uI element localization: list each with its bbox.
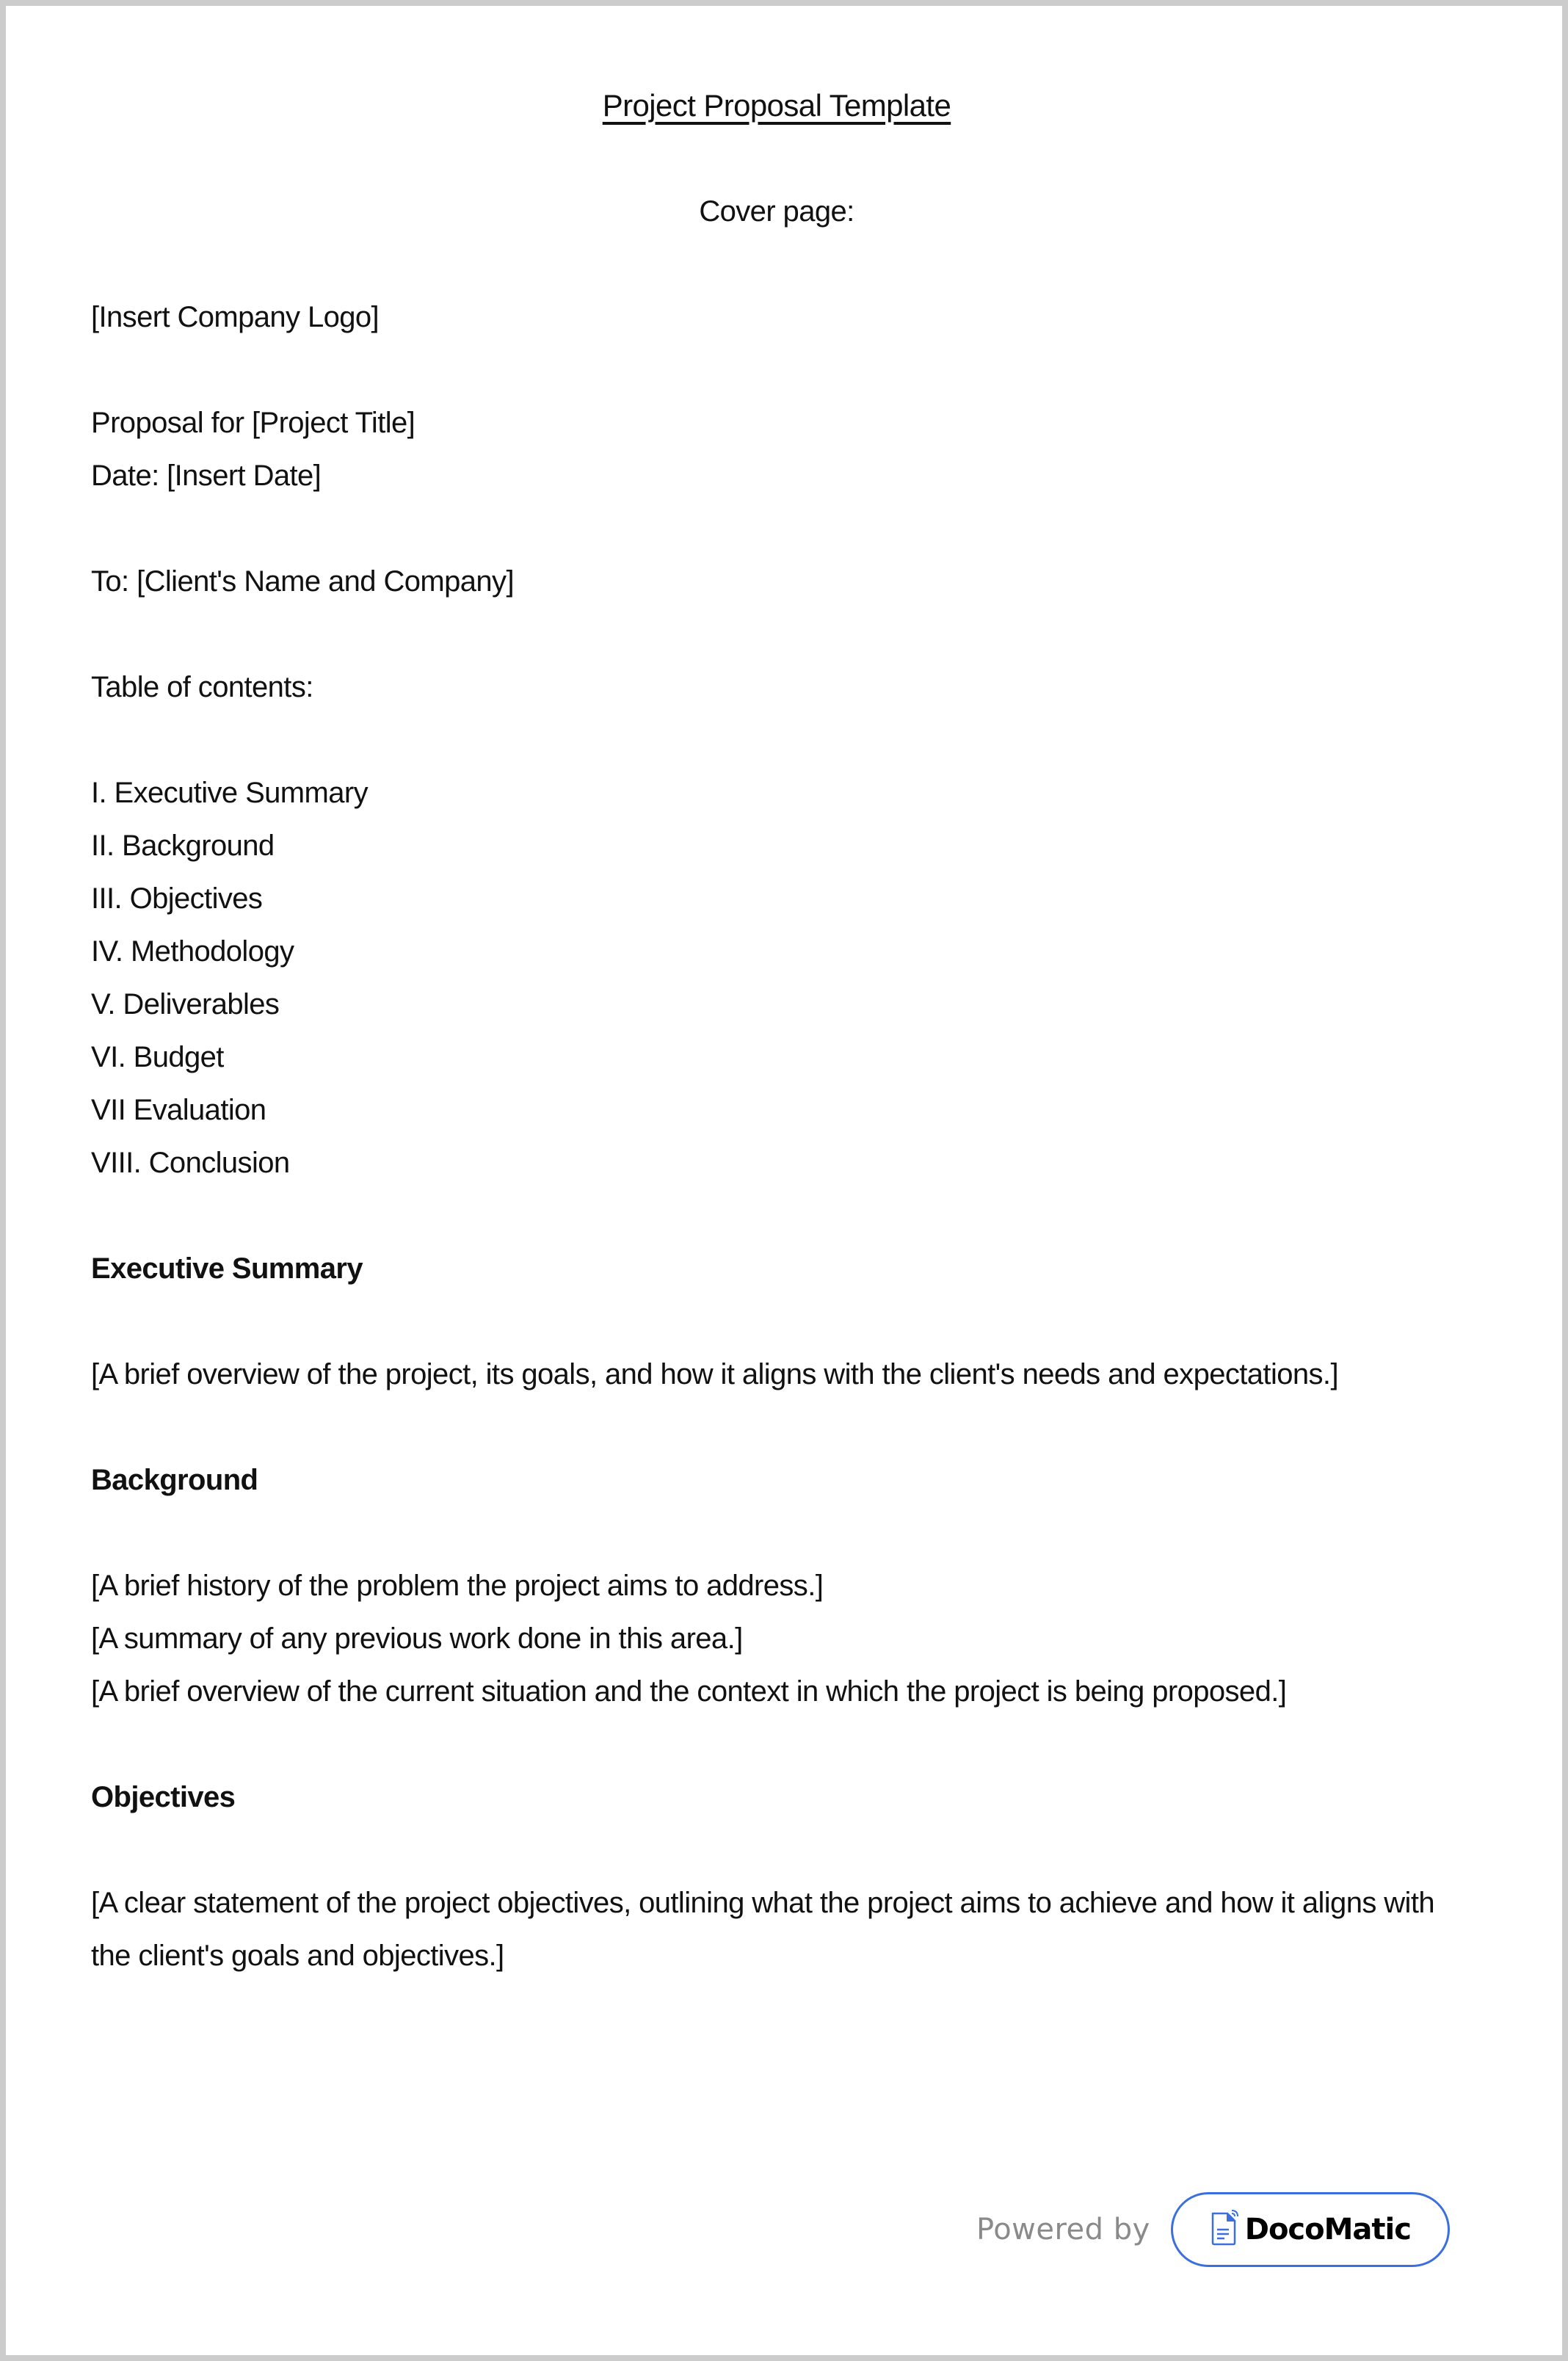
powered-by-footer — [976, 2186, 1450, 2273]
section-objectives — [91, 1771, 1500, 1982]
spacer — [91, 608, 1500, 661]
section-heading: Executive Summary — [91, 1252, 363, 1285]
toc-item: III. Objectives — [91, 882, 263, 915]
toc-item: VIII. Conclusion — [91, 1147, 290, 1179]
spacer — [91, 344, 1500, 396]
section-background — [91, 1454, 1500, 1718]
spacer — [91, 502, 1500, 555]
spacer — [91, 1506, 1500, 1559]
recipient: To: [Client's Name and Company] — [91, 565, 514, 598]
section-paragraph: [A brief history of the problem the project aims to address.] — [91, 1570, 824, 1602]
spacer — [91, 1295, 1500, 1348]
spacer — [91, 238, 1500, 291]
document-page — [6, 6, 1562, 2355]
proposal-for: Proposal for [Project Title] — [91, 407, 415, 439]
document-body — [91, 79, 1500, 1982]
toc-item: I. Executive Summary — [91, 777, 369, 809]
spacer — [91, 1718, 1500, 1771]
spacer — [91, 132, 1500, 185]
spacer — [91, 1401, 1500, 1454]
proposal-date: Date: [Insert Date] — [91, 460, 322, 492]
section-paragraph: [A brief overview of the current situation and the context in which the project is being proposed.] — [91, 1675, 1287, 1708]
toc-item: IV. Methodology — [91, 935, 294, 968]
toc-item: VI. Budget — [91, 1041, 224, 1073]
table-of-contents — [91, 766, 1500, 1189]
toc-item: II. Background — [91, 830, 275, 862]
document-title: Project Proposal Template — [602, 88, 951, 123]
toc-item: VII Evaluation — [91, 1094, 266, 1126]
docomatic-badge[interactable] — [1171, 2192, 1450, 2267]
spacer — [91, 1824, 1500, 1876]
powered-by-label: Powered by — [976, 2213, 1150, 2246]
section-paragraph: [A clear statement of the project objectives, outlining what the project aims to achieve and how it aligns with the client's goals and objectives.] — [91, 1887, 1442, 1972]
section-paragraph: [A brief overview of the project, its goals, and how it aligns with the client's needs and expectations.] — [91, 1358, 1338, 1390]
section-heading: Background — [91, 1464, 258, 1496]
section-paragraph: [A summary of any previous work done in this area.] — [91, 1622, 743, 1655]
spacer — [91, 1189, 1500, 1242]
toc-item: V. Deliverables — [91, 988, 280, 1020]
brand-name: DocoMatic — [1244, 2213, 1411, 2246]
toc-label: Table of contents: — [91, 671, 313, 703]
section-executive-summary — [91, 1242, 1500, 1401]
document-signal-icon — [1210, 2209, 1245, 2250]
cover-page-label: Cover page: — [699, 195, 854, 228]
spacer — [91, 714, 1500, 766]
section-heading: Objectives — [91, 1781, 236, 1813]
logo-placeholder: [Insert Company Logo] — [91, 301, 380, 333]
